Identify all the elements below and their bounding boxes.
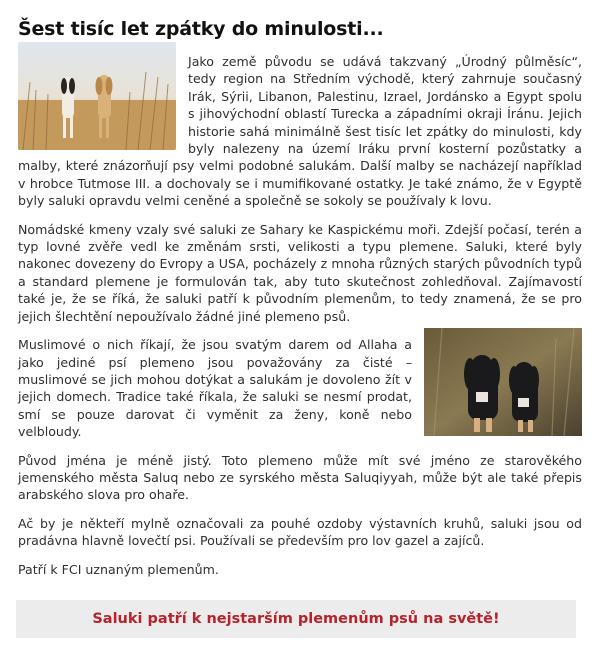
highlight-text: Saluki patří k nejstarším plemenům psů na světě! <box>92 611 500 627</box>
paragraph-fci: Patří k FCI uznaným plemenům. <box>18 561 219 577</box>
saluki-black-photo <box>424 328 582 436</box>
paragraph-nomads: Nomádské kmeny vzaly své saluki ze Sahary ke Kaspickému moři. Zdejší počasí, terén a typ lovné zvěře vedl ke změnám srsti, velikosti a typu plemene. Saluki, které byly nakonec dovezeny do Evropy a USA, pocházely z mnoha různých starých původních typů a standard plemene je formulován tak, aby tuto skutečnost zohledňoval. Zajímavostí také je, že se říká, že saluki patří k původním plemenům, to tedy znamená, že se pro jejich šlechtění nepoužívalo žádné jiné plemeno psů. <box>18 221 582 324</box>
saluki-field-photo <box>18 42 176 150</box>
paragraph-muslims: Muslimové o nich říkají, že jsou svatým darem od Allaha a jako jediné psí plemeno jsou považovány za čisté – muslimové se jich mohou dotýkat a salukám je dovoleno žít v jejich domech. Tradice také říkala, že saluki se nesmí prodat, smí se pouze darovat či vyměnit za ženy, koně nebo velbloudy. <box>18 337 412 440</box>
page-title: Šest tisíc let zpátky do minulosti... <box>18 18 384 40</box>
paragraph-name-origin: Původ jména je méně jistý. Toto plemeno může mít své jméno ze starověkého jemenského města Saluq nebo ze syrského města Saluqiyyah, může být ale také přepis arabského slova pro ohaře. <box>18 452 582 503</box>
highlight-box <box>16 600 576 638</box>
paragraph-origin: Jako země původu se udává takzvaný „Úrodný půlměsíc“, tedy region na Středním východě, který zahrnuje současný Irák, Sýrii, Libanon, Palestinu, Izrael, Jordánsko a Egypt spolu s jihovýchodní oblastí Turecka a západními okraji Íránu. Jejich historie sahá minimálně šest tisíc let zpátky do minulosti, kdy byly nalezeny na území Iráku první kosterní pozůstatky a malby, které znázorňují psy velmi podobné salukám. Další malby se nacházejí například v hrobce Tutmose III. a dochovaly se i mumifikované ostatky. Je také známo, že v Egyptě byly saluki opravdu velmi ceněné a společně se sokoly se používaly k lovu. <box>18 54 582 209</box>
paragraph-hunting: Ač by je někteří mylně označovali za pouhé ozdoby výstavních kruhů, saluki jsou od pradávna hlavně lovečtí psi. Používali se především pro lov gazel a zajíců. <box>18 515 582 549</box>
